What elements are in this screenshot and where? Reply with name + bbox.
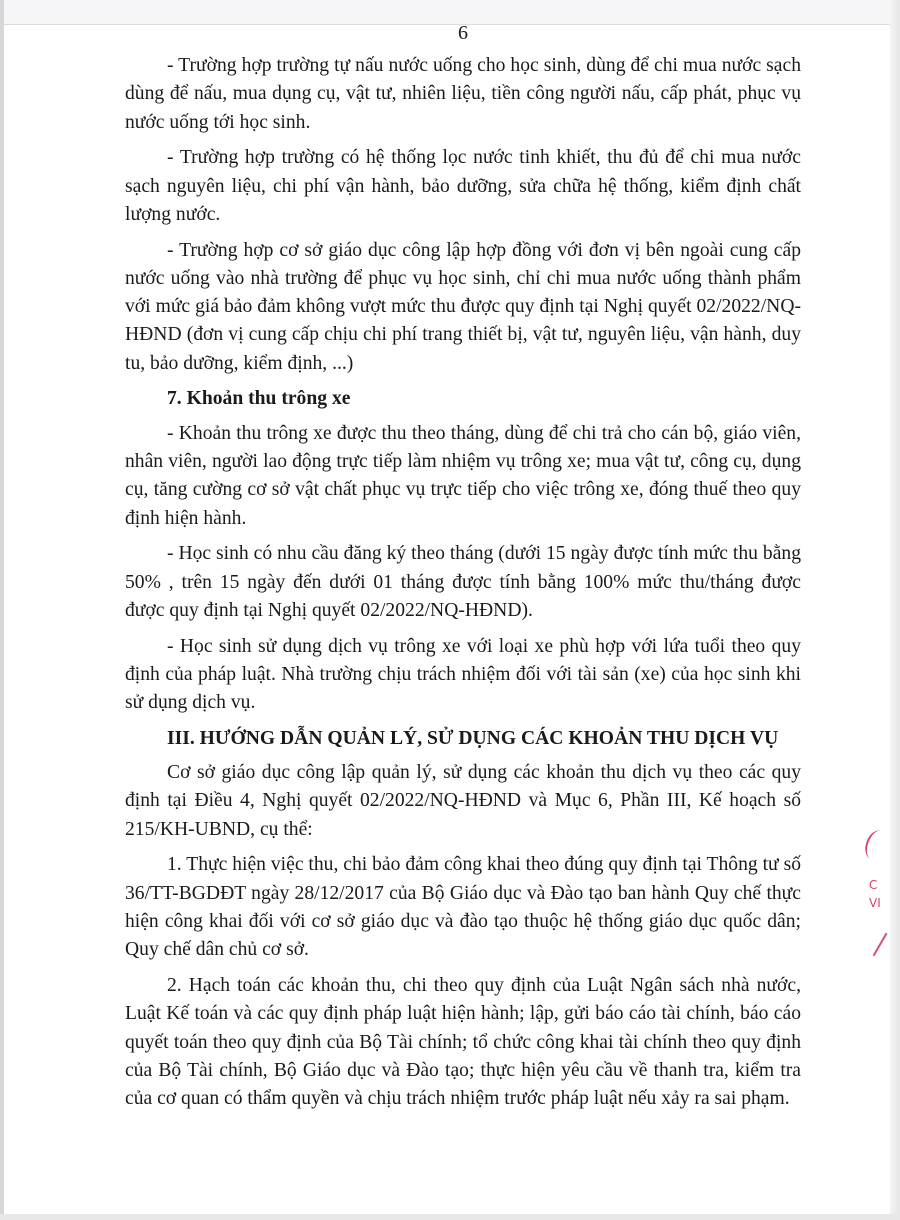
section-heading-parking-fee: 7. Khoản thu trông xe — [167, 388, 351, 410]
document-body — [125, 52, 801, 1121]
paragraph-management-intro: Cơ sở giáo dục công lập quản lý, sử dụng các khoản thu dịch vụ theo các quy định tại Điều 4, Nghị quyết 02/2022/NQ-HĐND và Mục 6, Phần III, Kế hoạch số 215/KH-UBND, cụ thể: — [125, 762, 801, 840]
list-item-public-disclosure: 1. Thực hiện việc thu, chi bảo đảm công khai theo đúng quy định tại Thông tư số 36/TT-BGDĐT ngày 28/12/2017 của Bộ Giáo dục và Đào tạo ban hành Quy chế thực hiện công khai đối với cơ sở giáo dục và đào tạo thuộc hệ thống giáo dục quốc dân; Quy chế dân chủ cơ sở. — [125, 854, 801, 961]
page-left-edge — [0, 0, 4, 1220]
page-bottom-edge — [0, 1214, 900, 1220]
list-item-accounting: 2. Hạch toán các khoản thu, chi theo quy định của Luật Ngân sách nhà nước, Luật Kế toán và các quy định pháp luật hiện hành; lập, gửi báo cáo tài chính, báo cáo quyết toán theo quy định của Bộ Tài chính; tổ chức công khai tài chính theo quy định của Bộ Tài chính, Bộ Giáo dục và Đào tạo; thực hiện yêu cầu về thanh tra, kiểm tra của cơ quan có thẩm quyền và chịu trách nhiệm trước pháp luật nếu xảy ra sai phạm. — [125, 975, 801, 1110]
stamp-arc-bottom — [861, 926, 888, 957]
paragraph-parking-vehicle-type: - Học sinh sử dụng dịch vụ trông xe với loại xe phù hợp với lứa tuổi theo quy định của pháp luật. Nhà trường chịu trách nhiệm đối với tài sản (xe) của học sinh khi sử dụng dịch vụ. — [125, 635, 801, 714]
section-heading-management-guidance: III. HƯỚNG DẪN QUẢN LÝ, SỬ DỤNG CÁC KHOẢN THU DỊCH VỤ — [167, 727, 779, 749]
page-right-edge — [890, 0, 900, 1220]
paragraph-self-boiled-water: - Trường hợp trường tự nấu nước uống cho học sinh, dùng để chi mua nước sạch dùng để nấu, mua dụng cụ, vật tư, nhiên liệu, tiền công người nấu, cấp phát, phục vụ nước uống tới học sinh. — [125, 55, 801, 133]
stamp-letters: C VI — [869, 878, 881, 910]
paragraph-external-supplier: - Trường hợp cơ sở giáo dục công lập hợp đồng với đơn vị bên ngoài cung cấp nước uống vào nhà trường để phục vụ học sinh, chỉ chi mua nước uống thành phẩm với mức giá bảo đảm không vượt mức thu được quy định tại Nghị quyết 02/2022/NQ-HĐND (đơn vị cung cấp chịu chi phí trang thiết bị, vật tư, nguyên liệu, vận hành, duy tu, bảo dưỡng, kiểm định, ...) — [125, 239, 801, 374]
page-number: 6 — [458, 22, 468, 44]
stamp-arc-top — [861, 827, 890, 862]
red-stamp-fragment — [860, 820, 890, 960]
paragraph-parking-fee-usage: - Khoản thu trông xe được thu theo tháng, dùng để chi trả cho cán bộ, giáo viên, nhân viên, người lao động trực tiếp làm nhiệm vụ trông xe; mua vật tư, công cụ, dụng cụ, tăng cường cơ sở vật chất phục vụ trực tiếp cho việc trông xe, đóng thuế theo quy định hiện hành. — [125, 422, 801, 529]
paragraph-parking-registration: - Học sinh có nhu cầu đăng ký theo tháng (dưới 15 ngày được tính mức thu bằng 50% , trên 15 ngày đến dưới 01 tháng được tính bằng 100% mức thu/tháng được được quy định tại Nghị quyết 02/2022/NQ-HĐND). — [125, 543, 801, 621]
paragraph-filtration-system: - Trường hợp trường có hệ thống lọc nước tinh khiết, thu đủ để chi mua nước sạch nguyên liệu, chi phí vận hành, bảo dưỡng, sửa chữa hệ thống, kiểm định chất lượng nước. — [125, 147, 801, 225]
